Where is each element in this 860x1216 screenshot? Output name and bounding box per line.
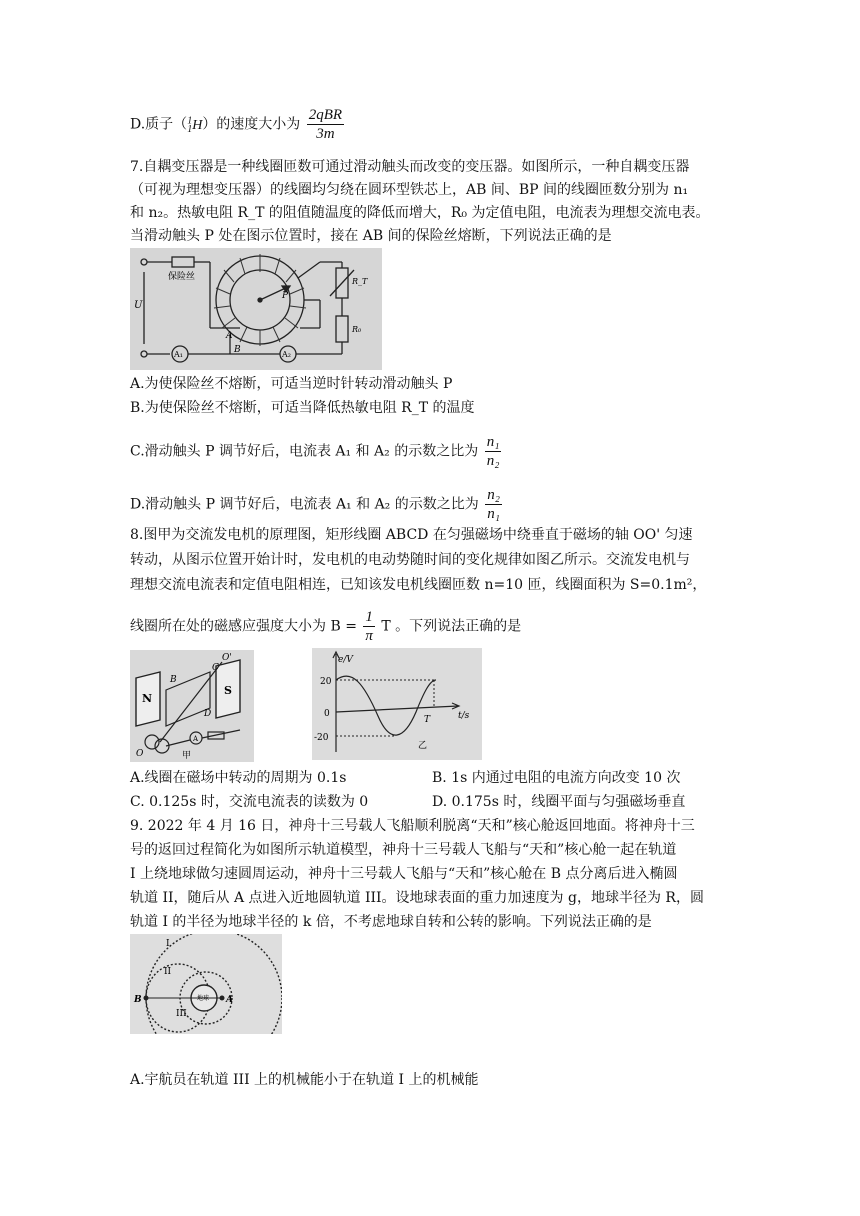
- emf-graph: [312, 648, 482, 760]
- q7-line2: （可视为理想变压器）的线圈均匀绕在圆环型铁芯上，AB 间、BP 间的线圈匝数分别为 n₁: [130, 182, 689, 198]
- fuse-label: 保险丝: [168, 272, 196, 282]
- earth-label: 地球: [197, 995, 210, 1002]
- q9-line3: I 上绕地球做匀速圆周运动，神舟十三号载人飞船与“天和”核心舱在 B 点分离后进入椭圆: [130, 866, 678, 882]
- south-pole-label: S: [224, 684, 232, 697]
- q6d-prefix: D.质子（: [130, 116, 188, 133]
- terminal-b-label: B: [234, 345, 241, 355]
- y-axis-label: e/V: [338, 655, 353, 665]
- orbit-3-label: III: [176, 1009, 187, 1019]
- point-a-label: A: [226, 995, 233, 1005]
- q9-line4: 轨道 II，随后从 A 点进入近地圆轨道 III。设地球表面的重力加速度为 g，地球半径为 R，圆: [130, 890, 704, 906]
- q8-line3: 理想交流电流表和定值电阻相连，已知该发电机线圈匝数 n=10 匝，线圈面积为 S=0.1m²，: [130, 577, 707, 593]
- q7-option-c: C.滑动触头 P 调节好后，电流表 A₁ 和 A₂ 的示数之比为 $\frac{\text{n₁}}{\text{n₂}}$: [130, 434, 500, 469]
- figure-jia-caption: 甲: [182, 751, 192, 761]
- q8-option-a: A.线圈在磁场中转动的周期为 0.1s: [130, 770, 347, 786]
- q8-line2: 转动，从图示位置开始计时，发电机的电动势随时间的变化规律如图乙所示。交流发电机与: [130, 552, 690, 568]
- q8-option-c: C. 0.125s 时，交流电流表的读数为 0: [130, 794, 369, 810]
- q7-line4: 当滑动触头 P 处在图示位置时，接在 AB 间的保险丝熔断，下列说法正确的是: [130, 228, 612, 244]
- q9-line5: 轨道 I 的半径为地球半径的 k 倍，不考虑地球自转和公转的影响。下列说法正确的是: [130, 914, 652, 930]
- corner-c-label: C: [212, 663, 219, 673]
- axis-o-prime-label: O': [222, 653, 232, 663]
- orbit-2-label: II: [164, 967, 172, 977]
- q8-line4: 线圈所在处的磁感应强度大小为 B = $\frac{1}{\pi}$ T 。下列说法正确的是: [130, 609, 522, 644]
- q9-option-a: A.宇航员在轨道 III 上的机械能小于在轨道 I 上的机械能: [130, 1072, 479, 1088]
- resistor-label: R₀: [352, 325, 362, 334]
- terminal-a-label: A: [226, 331, 233, 341]
- q7-line3: 和 n₂。热敏电阻 R_T 的阻值随温度的降低而增大，R₀ 为定值电阻，电流表为理想交流电表。: [130, 205, 710, 221]
- q7-line1: 7.自耦变压器是一种线圈匝数可通过滑动触头而改变的变压器。如图所示，一种自耦变压器: [130, 159, 690, 175]
- generator-figure: [130, 650, 254, 762]
- q8-option-b: B. 1s 内通过电阻的电流方向改变 10 次: [432, 770, 681, 786]
- q7-option-b: B.为使保险丝不熔断，可适当降低热敏电阻 R_T 的温度: [130, 400, 475, 416]
- point-b-label: B: [134, 995, 142, 1005]
- y-tick-0: 0: [324, 709, 330, 719]
- q7-option-d: D.滑动触头 P 调节好后，电流表 A₁ 和 A₂ 的示数之比为 $\frac{\text{n₂}}{\text{n₁}}$: [130, 487, 500, 522]
- orbit-figure: [130, 934, 282, 1034]
- corner-b-label: B: [170, 675, 177, 685]
- y-tick-20: 20: [320, 677, 332, 687]
- figure-yi-caption: 乙: [418, 741, 428, 751]
- slider-label: P: [282, 291, 289, 301]
- fraction-n1-n2: $\frac{\text{n₁}}{\text{n₂}}$: [486, 434, 500, 469]
- north-pole-label: N: [142, 692, 153, 705]
- voltage-label: U: [134, 300, 143, 311]
- corner-d-label: D: [204, 709, 212, 719]
- q8-line1: 8.图甲为交流发电机的原理图，矩形线圈 ABCD 在匀强磁场中绕垂直于磁场的轴 OO' 匀速: [130, 527, 693, 543]
- ammeter-2-label: A₂: [282, 350, 291, 359]
- ammeter-1-label: A₁: [174, 350, 183, 359]
- q7-option-a: A.为使保险丝不熔断，可适当逆时针转动滑动触头 P: [130, 376, 453, 392]
- fraction-1-pi: $\frac{1}{\pi}$: [365, 609, 373, 644]
- fraction-n2-n1: $\frac{\text{n₂}}{\text{n₁}}$: [487, 487, 500, 522]
- q6-option-d: D.质子（$^1_1$H）的速度大小为 $\frac{\text{2qBR}}{3m}$: [130, 107, 343, 142]
- thermistor-label: R_T: [352, 277, 368, 286]
- x-axis-label: t/s: [458, 711, 470, 721]
- y-tick-neg20: -20: [314, 733, 329, 743]
- q9-line1: 9. 2022 年 4 月 16 日，神舟十三号载人飞船顺利脱离“天和”核心舱返回地面。将神舟十三: [130, 818, 695, 834]
- ammeter-label: A: [193, 735, 199, 743]
- axis-o-label: O: [136, 749, 144, 759]
- autotransformer-figure: [130, 248, 382, 370]
- q9-line2: 号的返回过程简化为如图所示轨道模型，神舟十三号载人飞船与“天和”核心舱一起在轨道: [130, 842, 677, 858]
- period-label: T: [424, 715, 431, 725]
- orbit-1-label: I: [166, 939, 170, 949]
- q6d-mid: ）的速度大小为: [202, 116, 301, 133]
- q8-option-d: D. 0.175s 时，线圈平面与匀强磁场垂直: [432, 794, 686, 810]
- fraction-2qBR-3m: $\frac{\text{2qBR}}{3m}$: [308, 107, 343, 142]
